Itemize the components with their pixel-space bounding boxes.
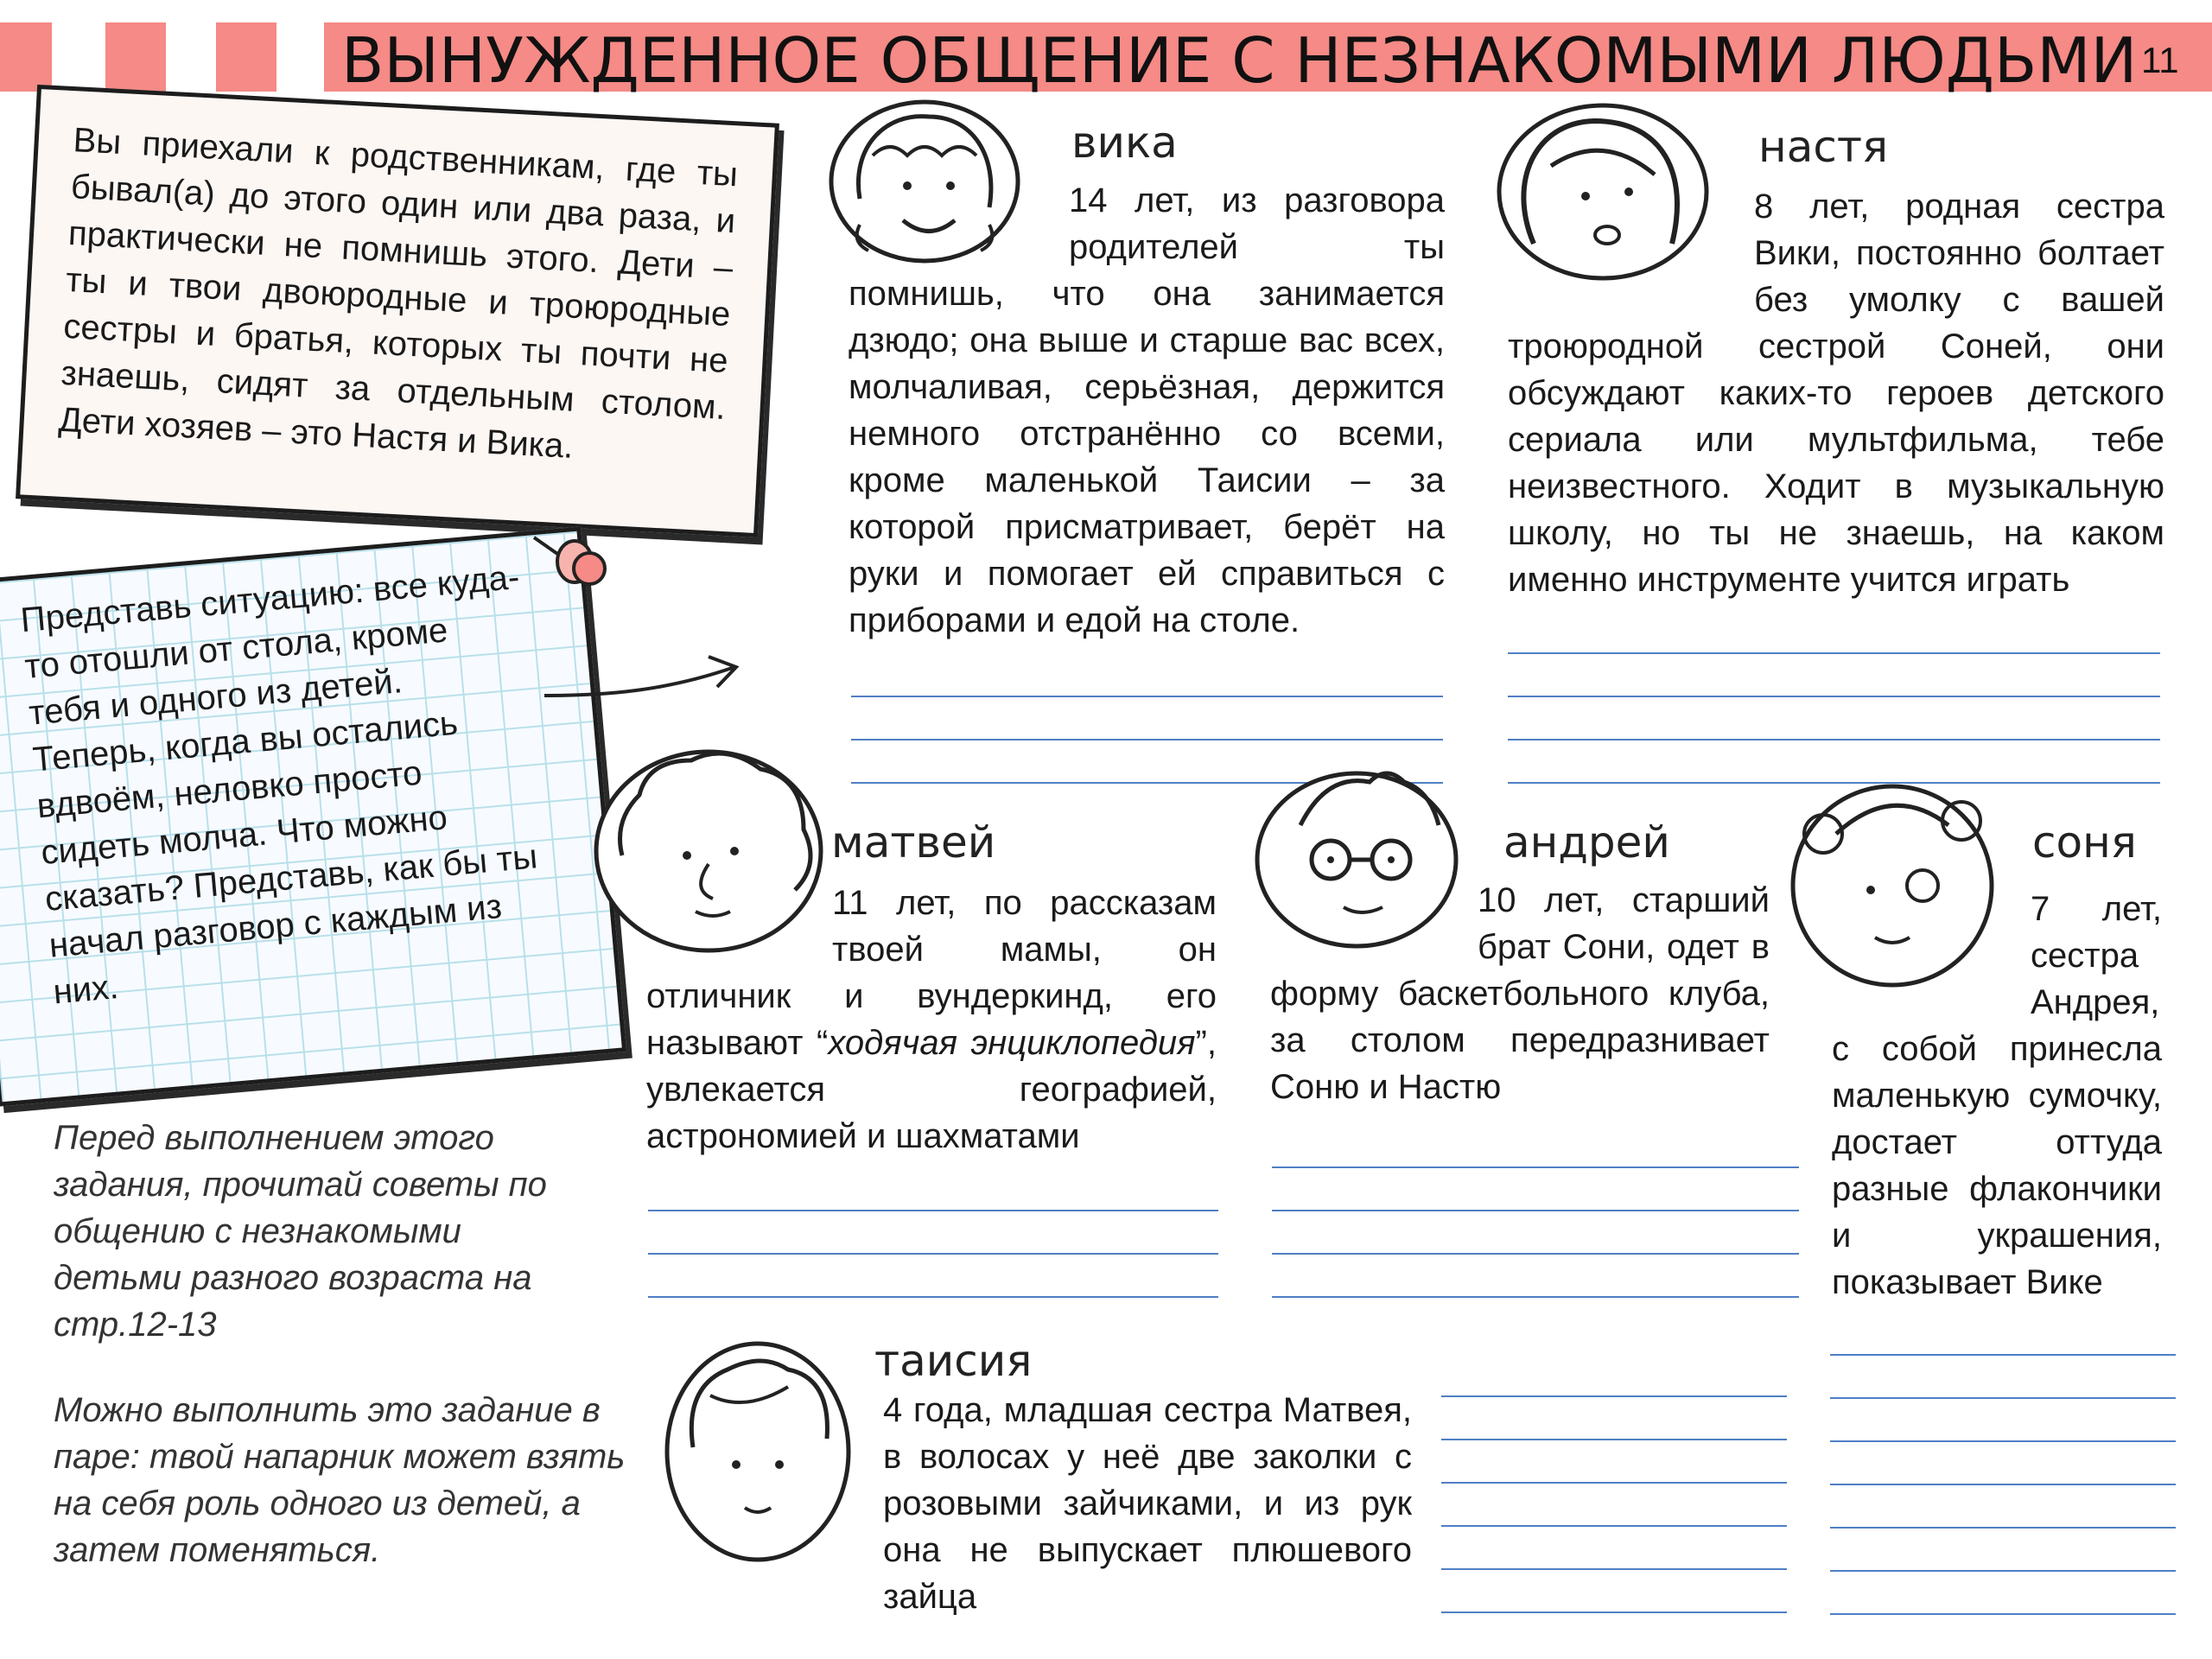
- vika-text: [849, 177, 1445, 644]
- sonya-description: 7 лет, сестра Андрея, с собой принесла маленькую сумочку, достает оттуда разные флакончики и украшения, показывает Вике: [1832, 890, 2162, 1301]
- vika-name: вика: [1071, 118, 1178, 168]
- push-pin-icon: [527, 527, 622, 596]
- andrey-name: андрей: [1503, 817, 1670, 868]
- matvey-description-1: 11 лет, по рассказам твоей мамы, он отличник и вундеркинд, его называют “: [646, 884, 1217, 1062]
- taisiya-text: 4 года, младшая сестра Матвея, в волосах у неё две заколки с розовыми зайчиками, и из рук она не выпускает плюшевого зайца: [883, 1391, 1412, 1616]
- intro-text: Вы приехали к родственникам, где ты бывал(а) до этого один или два раза, и практически не помнишь этого. Дети – ты и твои двоюродные и троюродные сестры и братья, которых ты почти не знаешь, сидят за отдельным столом. Дети хозяев – это Настя и Вика.: [57, 121, 739, 466]
- header-stripe-1: [0, 22, 52, 92]
- andrey-answer-lines: [1272, 1166, 1799, 1339]
- nastya-name: настя: [1758, 122, 1889, 172]
- task-text: Представь ситуацию: все куда-то отошли от стола, кроме тебя и одного из детей. Теперь, когда вы остались вдвоём, неловко просто сидеть молча. Что можно сказать? Представь, как бы ты начал разговор с каждым из них.: [19, 557, 539, 1012]
- sonya-answer-lines: [1830, 1354, 2176, 1656]
- nastya-description: 8 лет, родная сестра Вики, постоянно болтает без умолку с вашей троюродной сестрой Соней, они обсуждают каких-то героев детского сериала или мультфильма, тебе неизвестного. Ходит в музыкальную школу, но ты не знаешь, на каком именно инструменте учится играть: [1508, 188, 2164, 599]
- andrey-description: 10 лет, старший брат Сони, одет в форму баскетбольного клуба, за столом передразнивает Соню и Настю: [1270, 881, 1770, 1106]
- tip-note: Перед выполнением этого задания, прочитай советы по общению с незнакомыми детьми разного возраста на стр.12-13: [54, 1119, 547, 1344]
- matvey-text: [646, 880, 1217, 1160]
- sonya-text: [1832, 886, 2162, 1306]
- taisiya-portrait: [658, 1335, 857, 1568]
- page-number: 11: [2141, 40, 2179, 80]
- matvey-nickname: ходячая энциклопедия: [828, 1024, 1196, 1062]
- pair-note: Можно выполнить это задание в паре: твой напарник может взять на себя роль одного из детей, а затем поменяться.: [54, 1391, 626, 1569]
- nastya-text: [1508, 183, 2164, 603]
- header-stripe-3: [216, 22, 276, 92]
- matvey-name: матвей: [831, 817, 996, 868]
- sonya-name: соня: [2032, 817, 2137, 868]
- matvey-answer-lines: [648, 1210, 1218, 1339]
- page-title: ВЫНУЖДЕННОЕ ОБЩЕНИЕ С НЕЗНАКОМЫМИ ЛЮДЬМИ: [341, 24, 2138, 97]
- header-stripe-2: [105, 22, 166, 92]
- taisiya-answer-lines: [1441, 1395, 1787, 1655]
- task-card: [0, 526, 626, 1106]
- intro-card: [16, 85, 779, 537]
- arrow-icon: [536, 648, 752, 717]
- andrey-text: [1270, 877, 1770, 1110]
- vika-description: 14 лет, из разговора родителей ты помнишь, что она занимается дзюдо; она выше и старше вас всех, молчаливая, серьёзная, держится немного отстранённо со всеми, кроме маленькой Таисии – за которой присматривает, берёт на руки и помогает ей справиться с приборами и едой на столе.: [849, 181, 1445, 639]
- matvey-description-2: ”, увлекается географией, астрономией и шахматами: [646, 1024, 1217, 1155]
- taisiya-name: таисия: [874, 1336, 1033, 1386]
